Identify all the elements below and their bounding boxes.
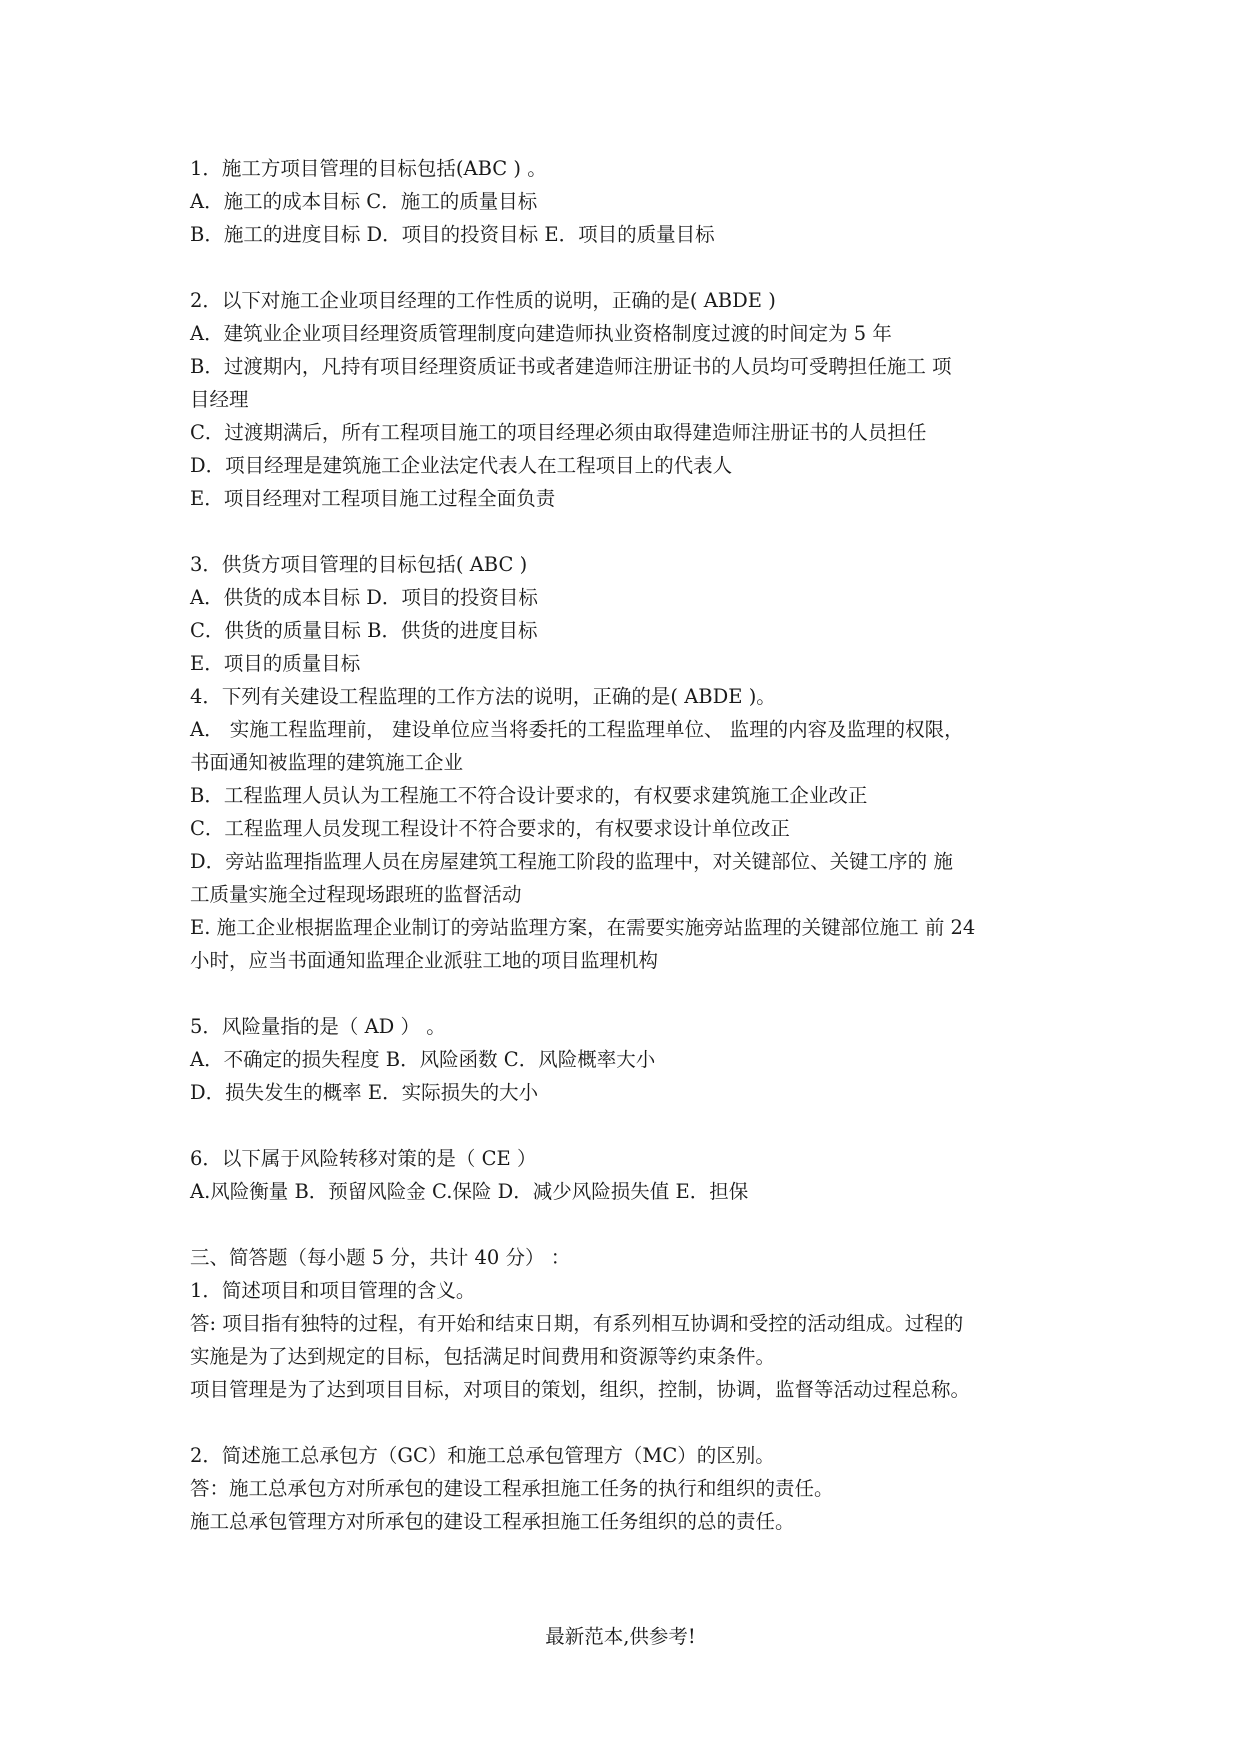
text-line: A.风险衡量 B．预留风险金 C.保险 D．减少风险损失值 E．担保 [190,1180,749,1203]
text-line: 1．施工方项目管理的目标包括(ABC ) 。 [190,157,547,180]
document-body [190,152,1080,1538]
question-3-4 [190,548,1080,977]
question-5 [190,1010,1080,1109]
text-line: B．施工的进度目标 D．项目的投资目标 E．项目的质量目标 [190,223,715,246]
text-line: B．工程监理人员认为工程施工不符合设计要求的，有权要求建筑施工企业改正 [190,784,868,807]
text-line: E．项目的质量目标 [190,652,361,675]
text-line: A． 实施工程监理前， 建设单位应当将委托的工程监理单位、 监理的内容及监理的权限， [190,718,964,741]
short-answer-section [190,1241,1080,1406]
text-line: 施工总承包管理方对所承包的建设工程承担施工任务组织的总的责任。 [190,1510,795,1533]
text-line: A．不确定的损失程度 B．风险函数 C．风险概率大小 [190,1048,656,1071]
text-line: E. 施工企业根据监理企业制订的旁站监理方案，在需要实施旁站监理的关键部位施工 前 24 [190,916,976,939]
text-line: 5．风险量指的是（ AD ） 。 [190,1015,446,1038]
text-line: A．供货的成本目标 D．项目的投资目标 [190,586,538,609]
text-line: 6．以下属于风险转移对策的是（ CE ） [190,1147,537,1170]
paragraph-gap [190,1406,1080,1439]
text-line: B．过渡期内，凡持有项目经理资质证书或者建造师注册证书的人员均可受聘担任施工 项 [190,355,952,378]
text-line: C．供货的质量目标 B．供货的进度目标 [190,619,538,642]
text-line: 1．简述项目和项目管理的含义。 [190,1279,476,1302]
paragraph-gap [190,515,1080,548]
text-line: D．项目经理是建筑施工企业法定代表人在工程项目上的代表人 [190,454,733,477]
text-line: D．损失发生的概率 E．实际损失的大小 [190,1081,539,1104]
text-line: C．工程监理人员发现工程设计不符合要求的，有权要求设计单位改正 [190,817,790,840]
text-line: D．旁站监理指监理人员在房屋建筑工程施工阶段的监理中，对关键部位、关键工序的 施 [190,850,953,873]
text-line: 3．供货方项目管理的目标包括( ABC ) [190,553,528,576]
text-line: E．项目经理对工程项目施工过程全面负责 [190,487,556,510]
short-answer-2 [190,1439,1080,1538]
section-heading: 三、简答题（每小题 5 分，共计 40 分） ： [190,1246,571,1269]
text-line: 书面通知被监理的建筑施工企业 [190,751,464,774]
paragraph-gap [190,1109,1080,1142]
question-2 [190,284,1080,515]
text-line: A．施工的成本目标 C．施工的质量目标 [190,190,538,213]
text-line: C．过渡期满后，所有工程项目施工的项目经理必须由取得建造师注册证书的人员担任 [190,421,927,444]
text-line: 小时，应当书面通知监理企业派驻工地的项目监理机构 [190,949,659,972]
text-line: 2．以下对施工企业项目经理的工作性质的说明，正确的是( ABDE ) [190,289,776,312]
text-line: A．建筑业企业项目经理资质管理制度向建造师执业资格制度过渡的时间定为 5 年 [190,322,892,345]
text-line: 4．下列有关建设工程监理的工作方法的说明，正确的是( ABDE )。 [190,685,776,708]
text-line: 工质量实施全过程现场跟班的监督活动 [190,883,522,906]
page-footer: 最新范本,供参考! [545,1625,696,1648]
paragraph-gap [190,251,1080,284]
question-6 [190,1142,1080,1208]
paragraph-gap [190,977,1080,1010]
text-line: 目经理 [190,388,249,411]
text-line: 答：施工总承包方对所承包的建设工程承担施工任务的执行和组织的责任。 [190,1477,834,1500]
paragraph-gap [190,1208,1080,1241]
question-1 [190,152,1080,251]
text-line: 项目管理是为了达到项目目标，对项目的策划，组织，控制，协调，监督等活动过程总称。 [190,1378,971,1401]
text-line: 2．简述施工总承包方（GC）和施工总承包管理方（MC）的区别。 [190,1444,775,1467]
text-line: 实施是为了达到规定的目标，包括满足时间费用和资源等约束条件。 [190,1345,776,1368]
text-line: 答: 项目指有独特的过程，有开始和结束日期，有系列相互协调和受控的活动组成。过程的 [190,1312,964,1335]
